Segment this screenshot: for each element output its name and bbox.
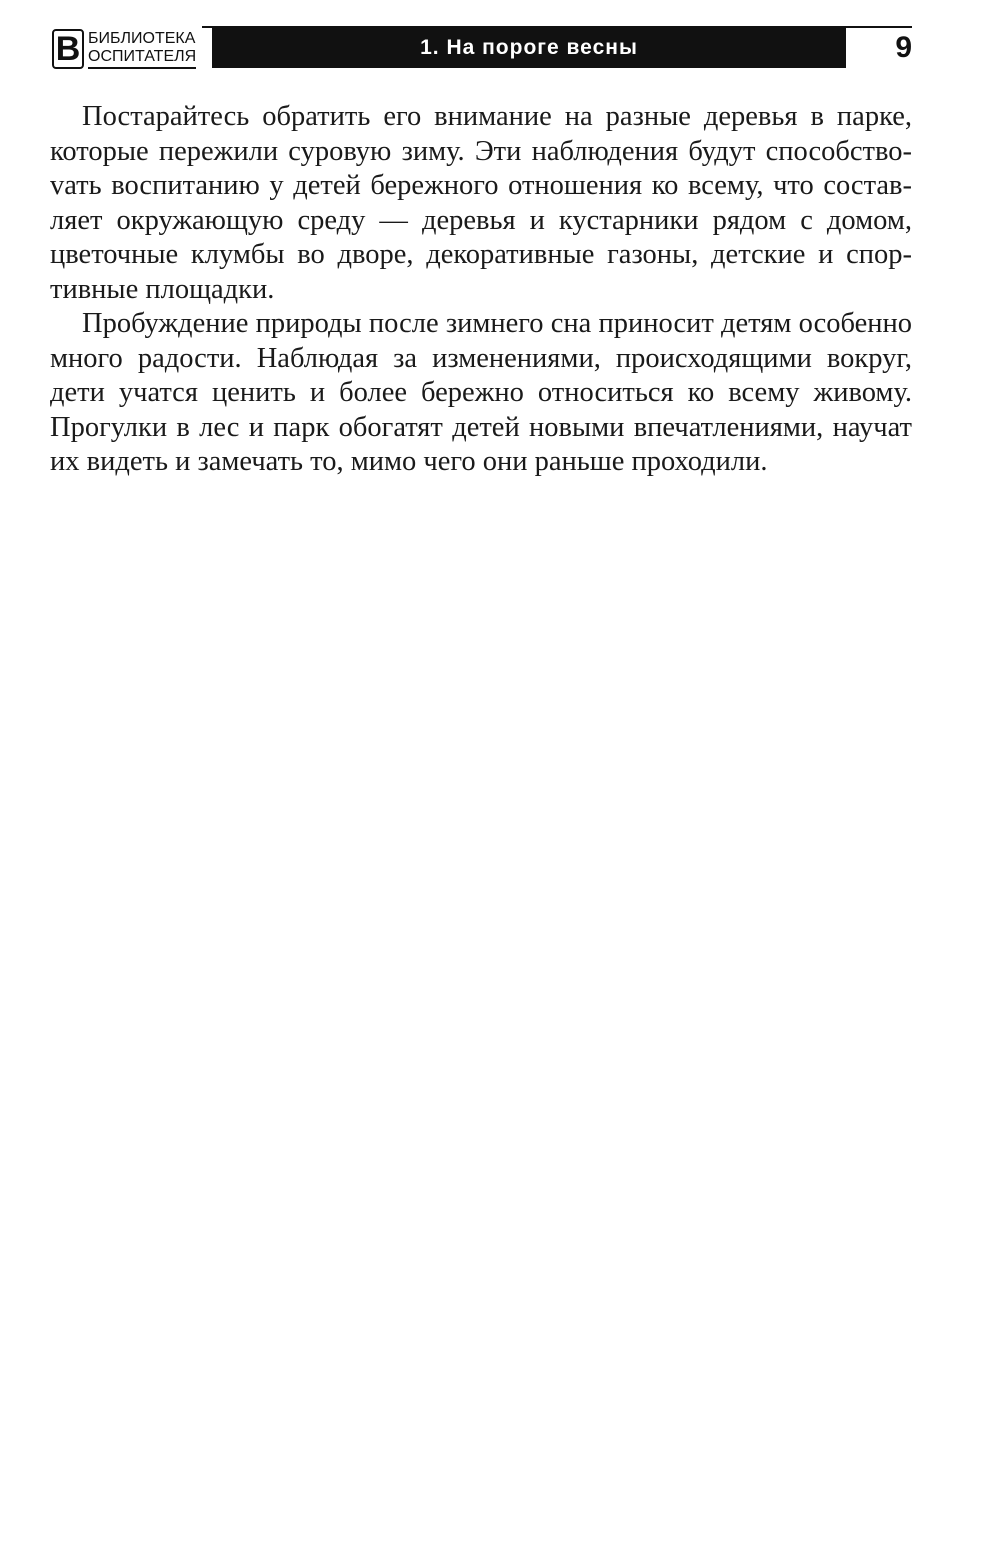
chapter-title-bar xyxy=(212,28,846,68)
paragraph-2: Пробуждение природы после зимнего сна приносит детям особенно много радости. Наблюдая за изменениями, происходящими вокруг, дети учатся ценить и более бережно относиться ко всему живому. Прогулки в лес и парк обогатят детей новыми впечатлениями, научат их видеть и замечать то, мимо чего они раньше проходили. xyxy=(50,308,912,477)
series-logo-line-1: БИБЛИОТЕКА xyxy=(88,29,196,47)
series-logo xyxy=(52,26,212,72)
series-logo-letter: В xyxy=(52,29,84,69)
series-logo-text xyxy=(88,30,196,69)
body-text xyxy=(50,100,912,480)
page-number: 9 xyxy=(895,31,912,64)
chapter-title: 1. На пороге весны xyxy=(420,36,638,59)
paragraph-1: Постарайтесь обратить его внимание на разные деревья в парке, которые пережили суровую зиму. Эти наблюдения будут способствоvать воспитанию у детей бережного отношения ко всему, что составляет окружающую среду — деревья и кустарники рядом с домом, цветочные клумбы во дворе, декоративные газоны, детские и спортивные площадки. xyxy=(50,101,912,305)
running-header xyxy=(52,26,912,72)
series-logo-line-2: ОСПИТАТЕЛЯ xyxy=(88,47,197,65)
